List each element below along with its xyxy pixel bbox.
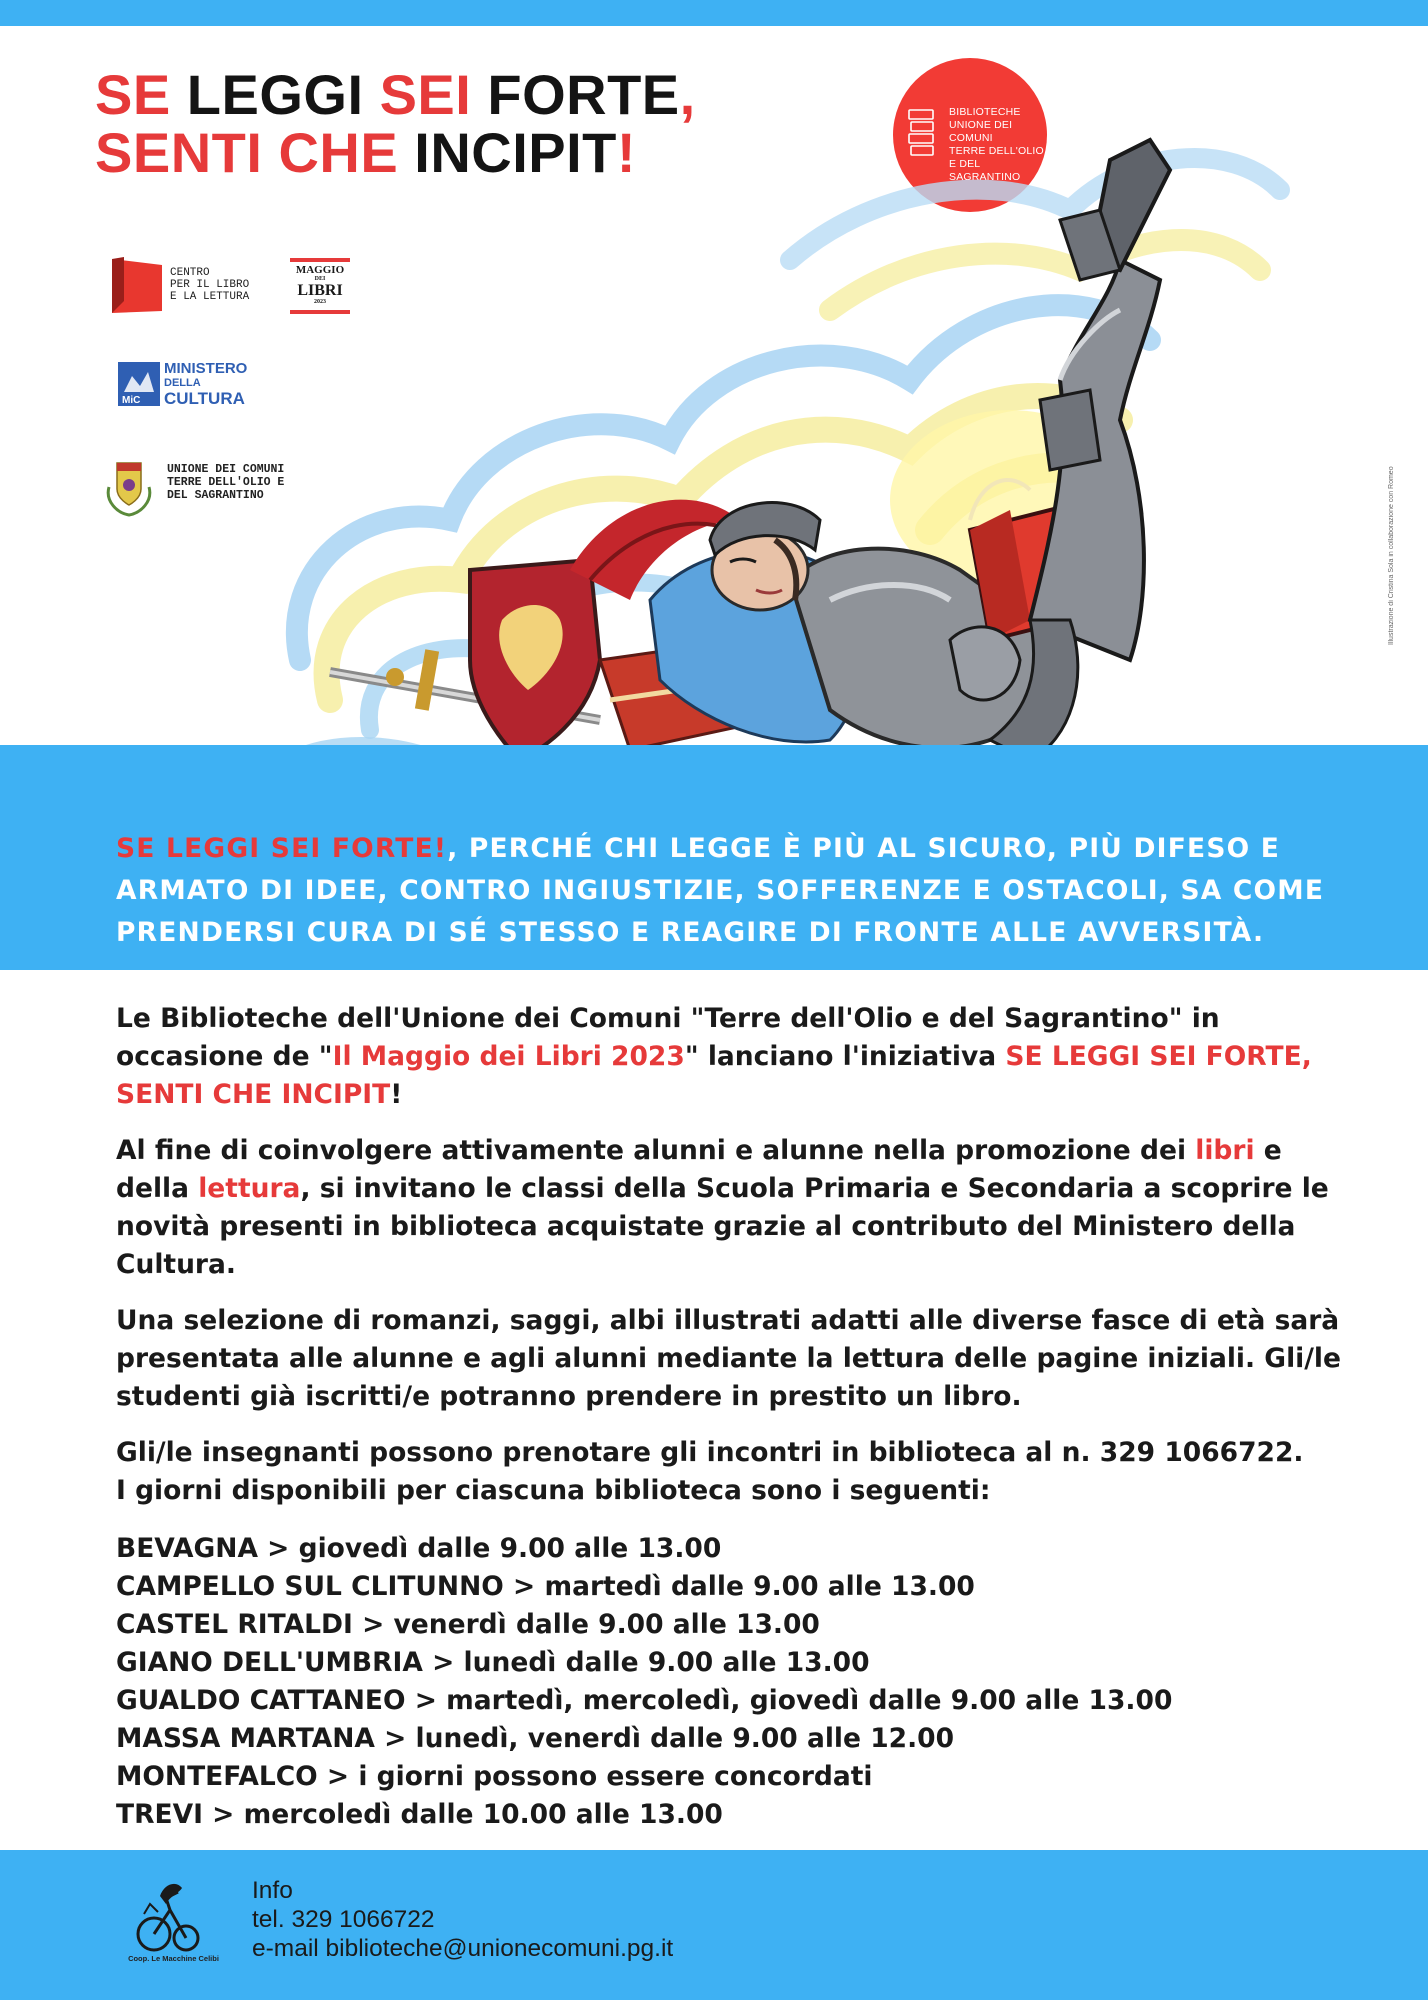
band-highlight: SE LEGGI SEI FORTE! — [116, 833, 448, 864]
schedule-item: GUALDO CATTANEO > martedì, mercoledì, giovedì dalle 9.00 alle 13.00 — [116, 1685, 1173, 1716]
footer — [0, 1850, 1428, 2000]
title-word: SENTI CHE — [95, 121, 415, 184]
schedule-item: MASSA MARTANA > lunedì, venerdì dalle 9.00 alle 12.00 — [116, 1723, 955, 1754]
paragraph-intro: Le Biblioteche dell'Unione dei Comuni "Terre dell'Olio e del Sagrantino" in occasione de "Il Maggio dei Libri 2023" lanciano l'iniziativa SE LEGGI SEI FORTE, SENTI CHE INCIPIT! — [116, 1003, 1312, 1110]
schedule-item: GIANO DELL'UMBRIA > lunedì dalle 9.00 alle 13.00 — [116, 1647, 870, 1678]
title-word: FORTE — [487, 63, 680, 126]
maggio-dei-libri-logo: MAGGIO DEI LIBRI 2023 — [290, 258, 350, 318]
bicycle-logo-icon — [130, 1874, 210, 1986]
svg-text:MiC: MiC — [122, 395, 141, 406]
schedule-item: TREVI > mercoledì dalle 10.00 alle 13.00 — [116, 1799, 723, 1830]
schedule-item: CAMPELLO SUL CLITUNNO > martedì dalle 9.00 alle 13.00 — [116, 1571, 975, 1602]
knight-reading-illustration — [270, 100, 1400, 820]
schedule-item: CASTEL RITALDI > venerdì dalle 9.00 alle 13.00 — [116, 1609, 820, 1640]
centro-libro-logo: CENTRO PER IL LIBRO E LA LETTURA — [110, 255, 270, 315]
paragraph-goal: Al fine di coinvolgere attivamente alunni e alunne nella promozione dei libri e della lettura, si invitano le classi della Scuola Primaria e Secondaria a scoprire le novità presenti in biblioteca acquistate grazie al contributo del Ministero della Cultura. — [116, 1135, 1329, 1280]
email-address[interactable]: e-mail biblioteche@unionecomuni.pg.it — [252, 1935, 674, 1962]
body-text — [116, 1000, 1346, 1528]
illustration-credit: Illustrazione di Cristina Sola in collaborazione con Romeo — [1388, 466, 1395, 645]
band-statement — [116, 828, 1406, 954]
title-word: INCIPIT — [414, 121, 617, 184]
band-text: , PERCHÉ CHI LEGGE È PIÙ AL SICURO, PIÙ DIFESO E ARMATO DI IDEE, CONTRO INGIUSTIZIE, SOFFERENZE E OSTACOLI, SA COME PRENDERSI CURA DI SÉ STESSO E REAGIRE DI FRONTE ALLE AVVERSITÀ. — [116, 833, 1325, 948]
phone-number: tel. 329 1066722 — [252, 1906, 435, 1933]
info-label: Info — [252, 1877, 293, 1904]
book-mark-icon — [110, 255, 164, 315]
unione-comuni-logo: UNIONE DEI COMUNI TERRE DELL'OLIO E DEL SAGRANTINO — [103, 457, 303, 517]
paragraph-booking: Gli/le insegnanti possono prenotare gli incontri in biblioteca al n. 329 1066722. I giorni disponibili per ciascuna biblioteca sono i seguenti: — [116, 1437, 1304, 1506]
schedule-item: BEVAGNA > giovedì dalle 9.00 alle 13.00 — [116, 1533, 722, 1564]
title-word: , — [679, 63, 696, 126]
contact-info — [252, 1876, 673, 1963]
coop-name: Coop. Le Macchine Celibi — [128, 1954, 219, 1963]
library-schedule — [116, 1530, 1346, 1834]
top-bar — [0, 0, 1428, 26]
ministero-cultura-logo: MiC MINISTERO DELLA CULTURA — [118, 360, 258, 410]
paragraph-selection: Una selezione di romanzi, saggi, albi illustrati adatti alle diverse fasce di età sarà presentata alle alunne e agli alunni mediante la lettura delle pagine iniziali. Gli/le studenti già iscritti/e potranno prendere in prestito un libro. — [116, 1305, 1341, 1412]
mic-emblem-icon — [118, 362, 160, 406]
schedule-item: MONTEFALCO > i giorni possono essere concordati — [116, 1761, 873, 1792]
coat-of-arms-icon — [103, 457, 155, 517]
title-word: LEGGI — [186, 63, 380, 126]
badge-text: BIBLIOTECHE UNIONE DEI COMUNI TERRE DELL'OLIO E DEL SAGRANTINO — [949, 106, 1044, 183]
title-word: ! — [616, 121, 637, 184]
title-word: SEI — [379, 63, 488, 126]
title-word: SE — [95, 63, 187, 126]
